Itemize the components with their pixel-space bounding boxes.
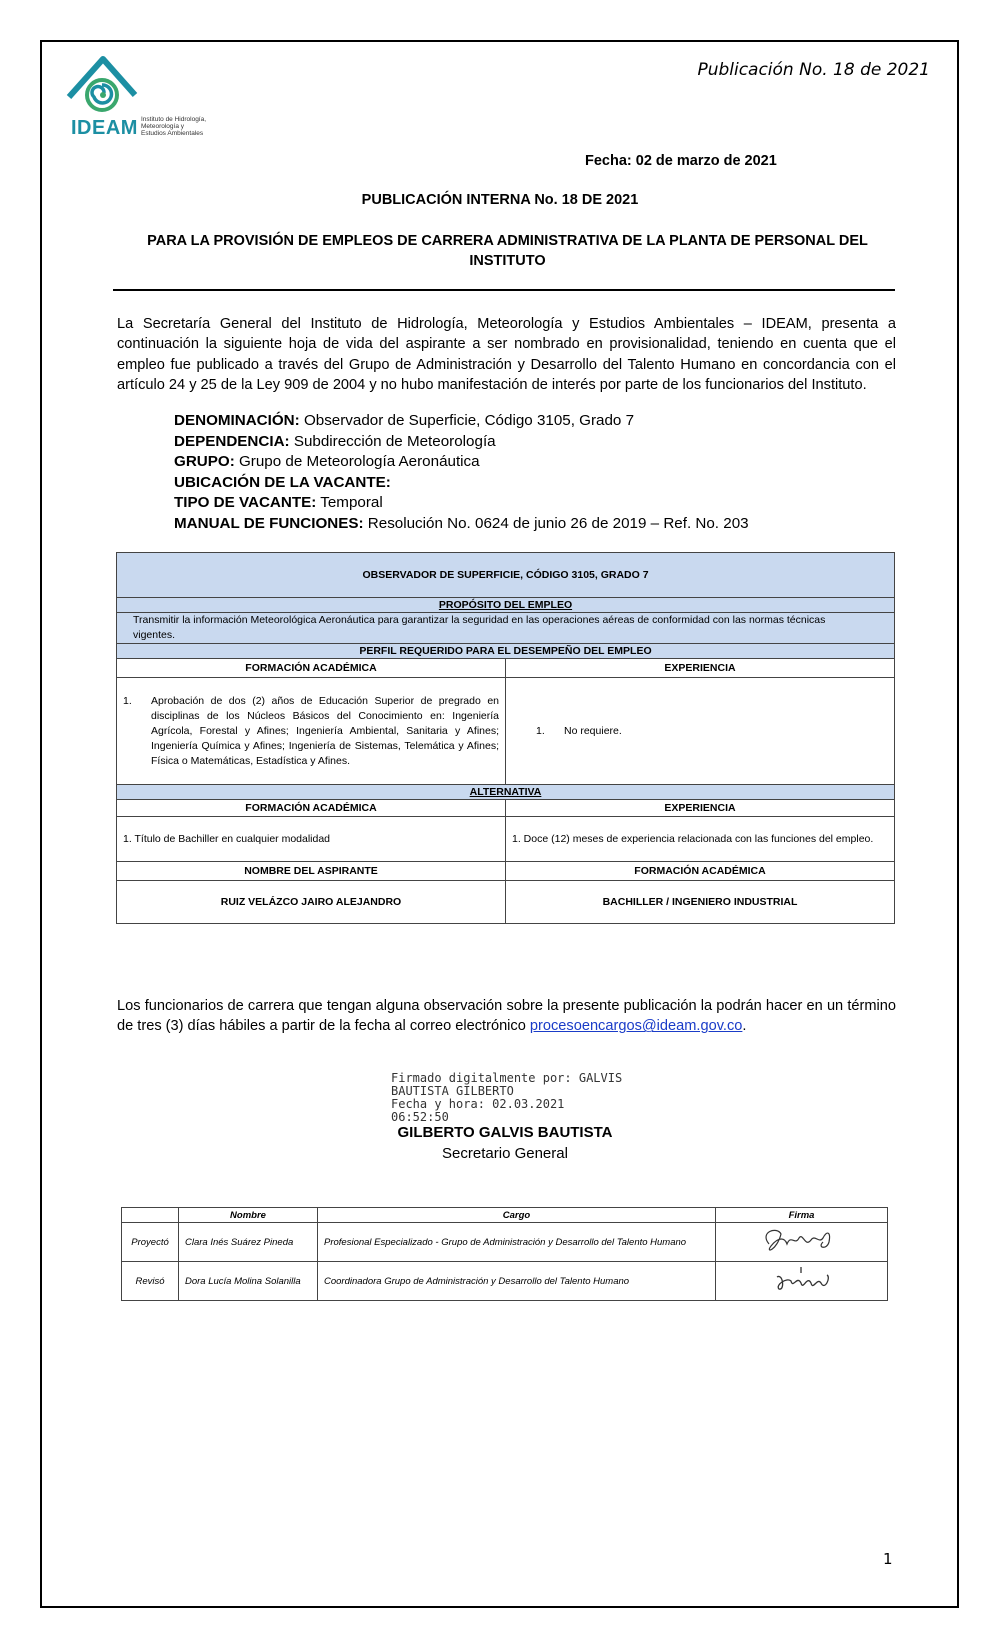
profile-header: PERFIL REQUERIDO PARA EL DESEMPEÑO DEL EMPLEO <box>117 644 895 659</box>
intro-paragraph: La Secretaría General del Instituto de Hidrología, Meteorología y Estudios Ambientales – IDEAM, presenta a continuación la siguiente hoja de vida del aspirante a ser nombrado en provisionalidad, teniendo en cuenta que el empleo fue publicado a través del Grupo de Administración y Desarrollo del Talento Humano en concordancia con el artículo 24 y 25 de la Ley 909 de 2004 y no hubo manifestación de interés por parte de los funcionarios del Instituto. <box>117 316 896 393</box>
signer-role: Secretario General <box>442 1145 568 1162</box>
approval-row <box>122 1262 888 1301</box>
digital-signature-stamp: Firmado digitalmente por: GALVIS BAUTISTA GILBERTO Fecha y hora: 02.03.2021 06:52:50 <box>391 1071 623 1124</box>
approval-name: Clara Inés Suárez Pineda <box>179 1223 318 1262</box>
approval-action: Proyectó <box>122 1223 179 1262</box>
approval-name: Dora Lucía Molina Solanilla <box>179 1262 318 1301</box>
signer-name: GILBERTO GALVIS BAUTISTA <box>397 1124 613 1141</box>
experiencia-cell <box>506 678 895 785</box>
approval-role: Coordinadora Grupo de Administración y Desarrollo del Talento Humano <box>318 1262 716 1301</box>
approval-header-firma: Firma <box>716 1208 888 1223</box>
field-grupo: GRUPO: Grupo de Meteorología Aeronáutica <box>174 453 480 470</box>
formacion-num: 1. <box>123 694 132 707</box>
purpose-text: Transmitir la información Meteorológica Aeronáutica para garantizar la seguridad en las operaciones aéreas de conformidad con las normas técnicas vigentes. <box>117 613 895 644</box>
field-manual: MANUAL DE FUNCIONES: Resolución No. 0624 de junio 26 de 2019 – Ref. No. 203 <box>174 514 749 532</box>
experiencia-num: 1. <box>536 725 545 737</box>
alt-formacion: 1. Título de Bachiller en cualquier modalidad <box>117 817 506 862</box>
formacion-cell <box>117 678 506 785</box>
approval-header-blank <box>122 1208 179 1223</box>
field-dependencia: DEPENDENCIA: Subdirección de Meteorología <box>174 432 496 450</box>
alt-experiencia: 1. Doce (12) meses de experiencia relacionada con las funciones del empleo. <box>506 817 895 862</box>
header-divider <box>113 289 895 291</box>
job-fields <box>174 411 749 534</box>
handwritten-signature-1 <box>757 1224 847 1258</box>
approval-row <box>122 1223 888 1262</box>
alt-col-formacion: FORMACIÓN ACADÉMICA <box>117 800 506 817</box>
col-formacion: FORMACIÓN ACADÉMICA <box>117 659 506 678</box>
handwritten-signature-2 <box>757 1263 847 1297</box>
page-number: 1 <box>883 1550 893 1568</box>
job-table-title: OBSERVADOR DE SUPERFICIE, CÓDIGO 3105, GRADO 7 <box>117 553 895 598</box>
col-experiencia: EXPERIENCIA <box>506 659 895 678</box>
col-nombre-aspirante: NOMBRE DEL ASPIRANTE <box>117 862 506 881</box>
email-link[interactable]: procesoencargos@ideam.gov.co <box>529 1018 743 1035</box>
col-formacion-aspirante: FORMACIÓN ACADÉMICA <box>506 862 895 881</box>
aspirante-name: RUIZ VELÁZCO JAIRO ALEJANDRO <box>117 881 506 924</box>
field-tipo-vacante: TIPO DE VACANTE: Temporal <box>174 494 383 511</box>
alternativa-header: ALTERNATIVA <box>117 785 895 800</box>
observation-paragraph: Los funcionarios de carrera que tengan alguna observación sobre la presente publicación la podrán hacer en un término de tres (3) días hábiles a partir de la fecha al correo electrónico procesoencargos@ideam.gov.co. <box>117 998 896 1035</box>
logo-acronym: IDEAM <box>71 117 138 139</box>
document-date: Fecha: 02 de marzo de 2021 <box>585 153 777 169</box>
document-subtitle: PARA LA PROVISIÓN DE EMPLEOS DE CARRERA ADMINISTRATIVA DE LA PLANTA DE PERSONAL DEL INSTITUTO <box>147 233 868 269</box>
approval-role: Profesional Especializado - Grupo de Administración y Desarrollo del Talento Humano <box>318 1223 716 1262</box>
approval-header-cargo: Cargo <box>318 1208 716 1223</box>
logo-full-name: Instituto de Hidrología, Meteorología y Estudios Ambientales <box>141 116 207 137</box>
experiencia-text: No requiere. <box>564 725 622 737</box>
approval-table <box>121 1207 888 1301</box>
alt-col-experiencia: EXPERIENCIA <box>506 800 895 817</box>
job-profile-table <box>116 552 895 924</box>
field-denominacion: DENOMINACIÓN: Observador de Superficie, Código 3105, Grado 7 <box>174 412 635 429</box>
publication-tag: Publicación No. 18 de 2021 <box>697 60 930 80</box>
approval-header-nombre: Nombre <box>179 1208 318 1223</box>
signature-image <box>716 1223 888 1262</box>
document-title: PUBLICACIÓN INTERNA No. 18 DE 2021 <box>361 192 639 208</box>
approval-action: Revisó <box>122 1262 179 1301</box>
field-ubicacion: UBICACIÓN DE LA VACANTE: <box>174 473 391 491</box>
formacion-text: Aprobación de dos (2) años de Educación Superior de pregrado en disciplinas de los Núcleos Básicos del Conocimiento en: Ingeniería Agrícola, Forestal y Afines; Ingeniería Ambiental, Sanitaria y Afines; Ingeniería Química y Afines; Ingeniería de Sistemas, Telemática y Afines; Física o Matemáticas, Estadística y Afines. <box>151 694 499 767</box>
aspirante-formacion: BACHILLER / INGENIERO INDUSTRIAL <box>506 881 895 924</box>
purpose-header: PROPÓSITO DEL EMPLEO <box>117 598 895 613</box>
signature-image <box>716 1262 888 1301</box>
